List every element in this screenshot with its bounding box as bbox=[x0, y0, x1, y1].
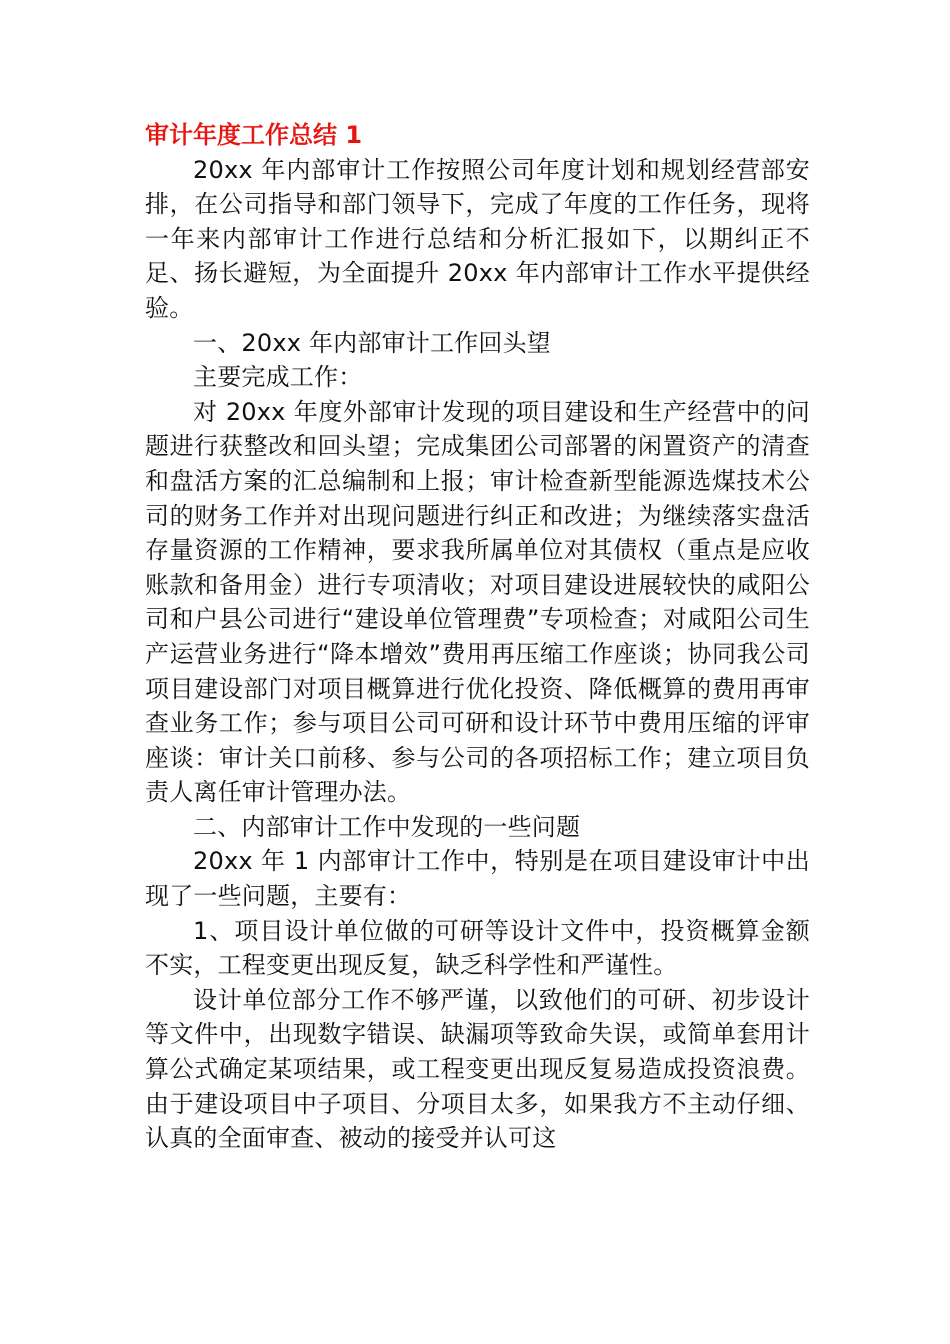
section-heading-1: 一、20xx 年内部审计工作回头望 bbox=[193, 328, 551, 357]
document-title: 审计年度工作总结 1 bbox=[145, 121, 363, 149]
section-heading-2: 二、内部审计工作中发现的一些问题 bbox=[193, 812, 581, 841]
paragraph-problems-intro: 20xx 年 1 内部审计工作中，特别是在项目建设审计中出现了一些问题，主要有： bbox=[145, 847, 810, 911]
subheading-main-work: 主要完成工作： bbox=[193, 363, 363, 392]
document-body bbox=[145, 118, 810, 1156]
paragraph-intro: 20xx 年内部审计工作按照公司年度计划和规划经营部安排，在公司指导和部门领导下，完成了年度的工作任务，现将一年来内部审计工作进行总结和分析汇报如下，以期纠正不足、扬长避短，为全面提升 20xx 年内部审计工作水平提供经验。 bbox=[145, 155, 810, 322]
paragraph-problem-1-detail: 设计单位部分工作不够严谨，以致他们的可研、初步设计等文件中，出现数字错误、缺漏项等致命失误，或简单套用计算公式确定某项结果，或工程变更出现反复易造成投资浪费。由于建设项目中子项目、分项目太多，如果我方不主动仔细、认真的全面审查、被动的接受并认可这 bbox=[145, 985, 810, 1153]
paragraph-problem-1: 1、项目设计单位做的可研等设计文件中，投资概算金额不实，工程变更出现反复，缺乏科学性和严谨性。 bbox=[145, 916, 810, 980]
paragraph-work-details: 对 20xx 年度外部审计发现的项目建设和生产经营中的问题进行获整改和回头望；完成集团公司部署的闲置资产的清查和盘活方案的汇总编制和上报；审计检查新型能源选煤技术公司的财务工作并对出现问题进行纠正和改进；为继续落实盘活存量资源的工作精神，要求我所属单位对其债权（重点是应收账款和备用金）进行专项清收；对项目建设进展较快的咸阳公司和户县公司进行“建设单位管理费”专项检查；对咸阳公司生产运营业务进行“降本增效”费用再压缩工作座谈；协同我公司项目建设部门对项目概算进行优化投资、降低概算的费用再审查业务工作；参与项目公司可研和设计环节中费用压缩的评审座谈：审计关口前移、参与公司的各项招标工作；建立项目负责人离任审计管理办法。 bbox=[145, 397, 810, 807]
